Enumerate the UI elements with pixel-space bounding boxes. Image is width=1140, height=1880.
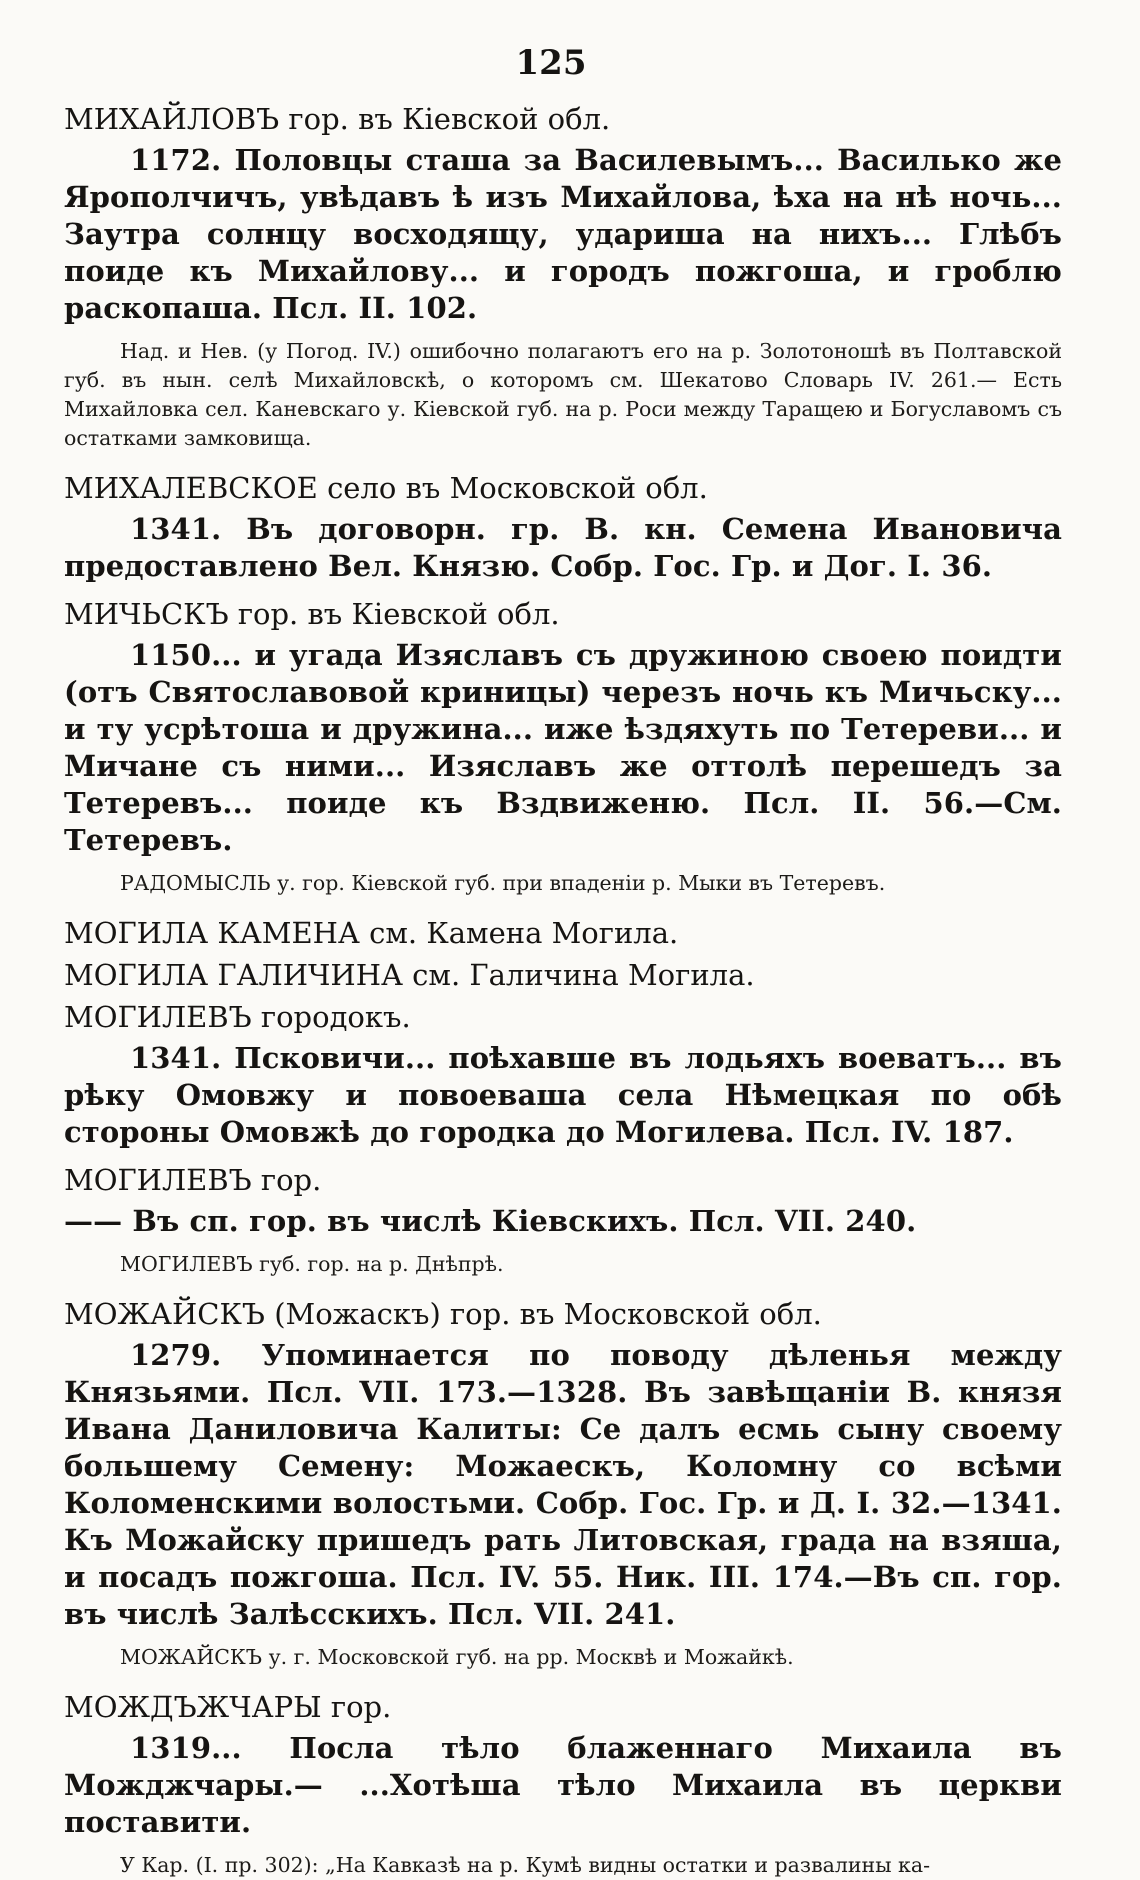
entry-text: 1341. Псковичи... поѣхавше въ лодьяхъ воеватъ... въ рѣку Омовжу и повоеваша села Нѣмецкая по обѣ стороны Омовжѣ до городка до Могилева. Псл. IV. 187. <box>64 1041 1062 1149</box>
entry-michsk <box>64 595 1062 898</box>
headword: МИХАЙЛОВЪ гор. въ Кiевской обл. <box>64 102 611 136</box>
entry-mogila-galichina <box>64 956 1062 994</box>
entry-text: 1279. Упоминается по поводу дѣленья между Князьями. Псл. VII. 173.—1328. Въ завѣщанiи В. князя Ивана Даниловича Калиты: Се далъ есмь сыну своему большему Семену: Можаескъ, Коломну со всѣми Коломенскими волостьми. Собр. Гос. Гр. и Д. I. 32.—1341. Къ Можайску пришедъ рать Литовская, града на взяша, и посадъ пожгоша. Псл. IV. 55. Ник. III. 174.—Въ сп. гор. въ числѣ Залѣсскихъ. Псл. VII. 241. <box>64 1338 1062 1631</box>
headword: МОГИЛЕВЪ городокъ. <box>64 1000 411 1034</box>
entry-mikhalevskoe <box>64 469 1062 585</box>
entry-mozhdzhchary <box>64 1688 1062 1880</box>
headword: МИХАЛЕВСКОЕ село въ Московской обл. <box>64 471 708 505</box>
entry-text: 1341. Въ договорн. гр. В. кн. Семена Ивановича предоставлено Вел. Князю. Собр. Гос. Гр. и Дог. I. 36. <box>64 512 1062 583</box>
page-number: 125 <box>515 43 587 83</box>
entry-note: РАДОМЫСЛЬ у. гор. Кiевской губ. при впаденiи р. Мыки въ Тетеревъ. <box>120 871 886 895</box>
headword: МОЖАЙСКЪ (Можаскъ) гор. въ Московской обл. <box>64 1297 822 1331</box>
headword: МОГИЛА ГАЛИЧИНА см. Галичина Могила. <box>64 958 755 992</box>
entry-text: 1319... Посла тѣло блаженнаго Михаила въ Можджчары.— ...Хотѣша тѣло Михаила въ церкви поставити. <box>64 1731 1062 1839</box>
entry-mozhaysk <box>64 1295 1062 1672</box>
headword: МОГИЛЕВЪ гор. <box>64 1163 322 1197</box>
headword: МОГИЛА КАМЕНА см. Камена Могила. <box>64 916 679 950</box>
entry-mogila-kamena <box>64 914 1062 952</box>
entry-mogilev-gorodok <box>64 998 1062 1151</box>
entry-mogilev-gor <box>64 1161 1062 1279</box>
headword: МОЖДЪЖЧАРЫ гор. <box>64 1690 392 1724</box>
entry-note: У Кар. (I. пр. 302): „На Кавказѣ на р. Кумѣ видны остатки и развалины ка- <box>120 1853 930 1877</box>
headword: МИЧЬСКЪ гор. въ Кiевской обл. <box>64 597 560 631</box>
entry-text: —— Въ сп. гор. въ числѣ Кiевскихъ. Псл. VII. 240. <box>64 1204 917 1238</box>
entry-note: Над. и Нев. (у Погод. IV.) ошибочно полагаютъ его на р. Золотоношѣ въ Полтавской губ. въ нын. селѣ Михайловскѣ, о которомъ см. Шекатово Словарь IV. 261.— Есть Михайловка сел. Каневскаго у. Кiевской губ. на р. Роси между Таращею и Богуславомъ съ остатками замковища. <box>64 339 1062 450</box>
entry-text: 1172. Половцы сташа за Василевымъ... Василько же Ярополчичъ, увѣдавъ ѣ изъ Михайлова, ѣха на нѣ ночь... Заутра солнцу восходящу, удариша на нихъ... Глѣбъ поиде къ Михайлову... и городъ пожгоша, и гроблю раскопаша. Псл. II. 102. <box>64 143 1062 325</box>
entry-note: МОГИЛЕВЪ губ. гор. на р. Днѣпрѣ. <box>120 1252 504 1276</box>
entry-note: МОЖАЙСКЪ у. г. Московской губ. на рр. Москвѣ и Можайкѣ. <box>120 1645 794 1669</box>
entry-text: 1150... и угада Изяславъ съ дружиною своею поидти (отъ Святославовой криницы) черезъ ночь къ Мичьску... и ту усрѣтоша и дружина... иже ѣздяхуть по Тетереви... и Мичане съ ними... Изяславъ же оттолѣ перешедъ за Тетеревъ... поиде къ Вздвиженю. Псл. II. 56.—См. Тетеревъ. <box>64 638 1062 857</box>
entry-mikhaylov <box>64 100 1062 453</box>
